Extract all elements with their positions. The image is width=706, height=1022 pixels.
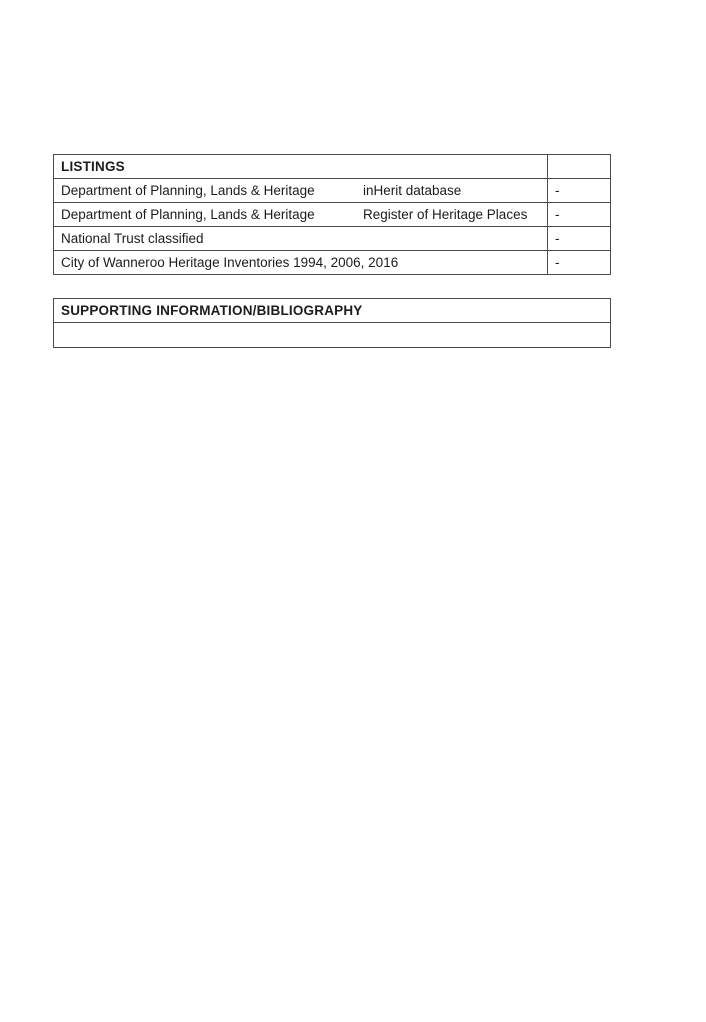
listing-status: - <box>548 203 611 227</box>
table-row <box>54 227 611 251</box>
listings-title: LISTINGS <box>54 155 548 179</box>
listing-status: - <box>548 179 611 203</box>
table-row <box>54 179 611 203</box>
listing-detail: inHerit database <box>363 182 462 198</box>
supporting-content-cell <box>54 323 611 348</box>
listing-status: - <box>548 227 611 251</box>
listing-status: - <box>548 251 611 275</box>
listing-organisation: Department of Planning, Lands & Heritage <box>61 182 315 198</box>
supporting-information-table <box>53 298 611 348</box>
supporting-content-row <box>54 323 611 348</box>
listing-cell <box>54 227 548 251</box>
listings-header-row <box>54 155 611 179</box>
listing-organisation: Department of Planning, Lands & Heritage <box>61 206 315 222</box>
table-row <box>54 251 611 275</box>
supporting-title: SUPPORTING INFORMATION/BIBLIOGRAPHY <box>54 299 611 323</box>
listing-organisation: National Trust classified <box>61 230 204 246</box>
supporting-header-row <box>54 299 611 323</box>
listing-organisation: City of Wanneroo Heritage Inventories 1994, 2006, 2016 <box>61 254 399 270</box>
listings-table <box>53 154 611 275</box>
listing-detail: Register of Heritage Places <box>363 206 528 222</box>
listings-header-status-cell <box>548 155 611 179</box>
listing-cell <box>54 179 548 203</box>
listing-cell <box>54 203 548 227</box>
listing-cell <box>54 251 548 275</box>
table-row <box>54 203 611 227</box>
